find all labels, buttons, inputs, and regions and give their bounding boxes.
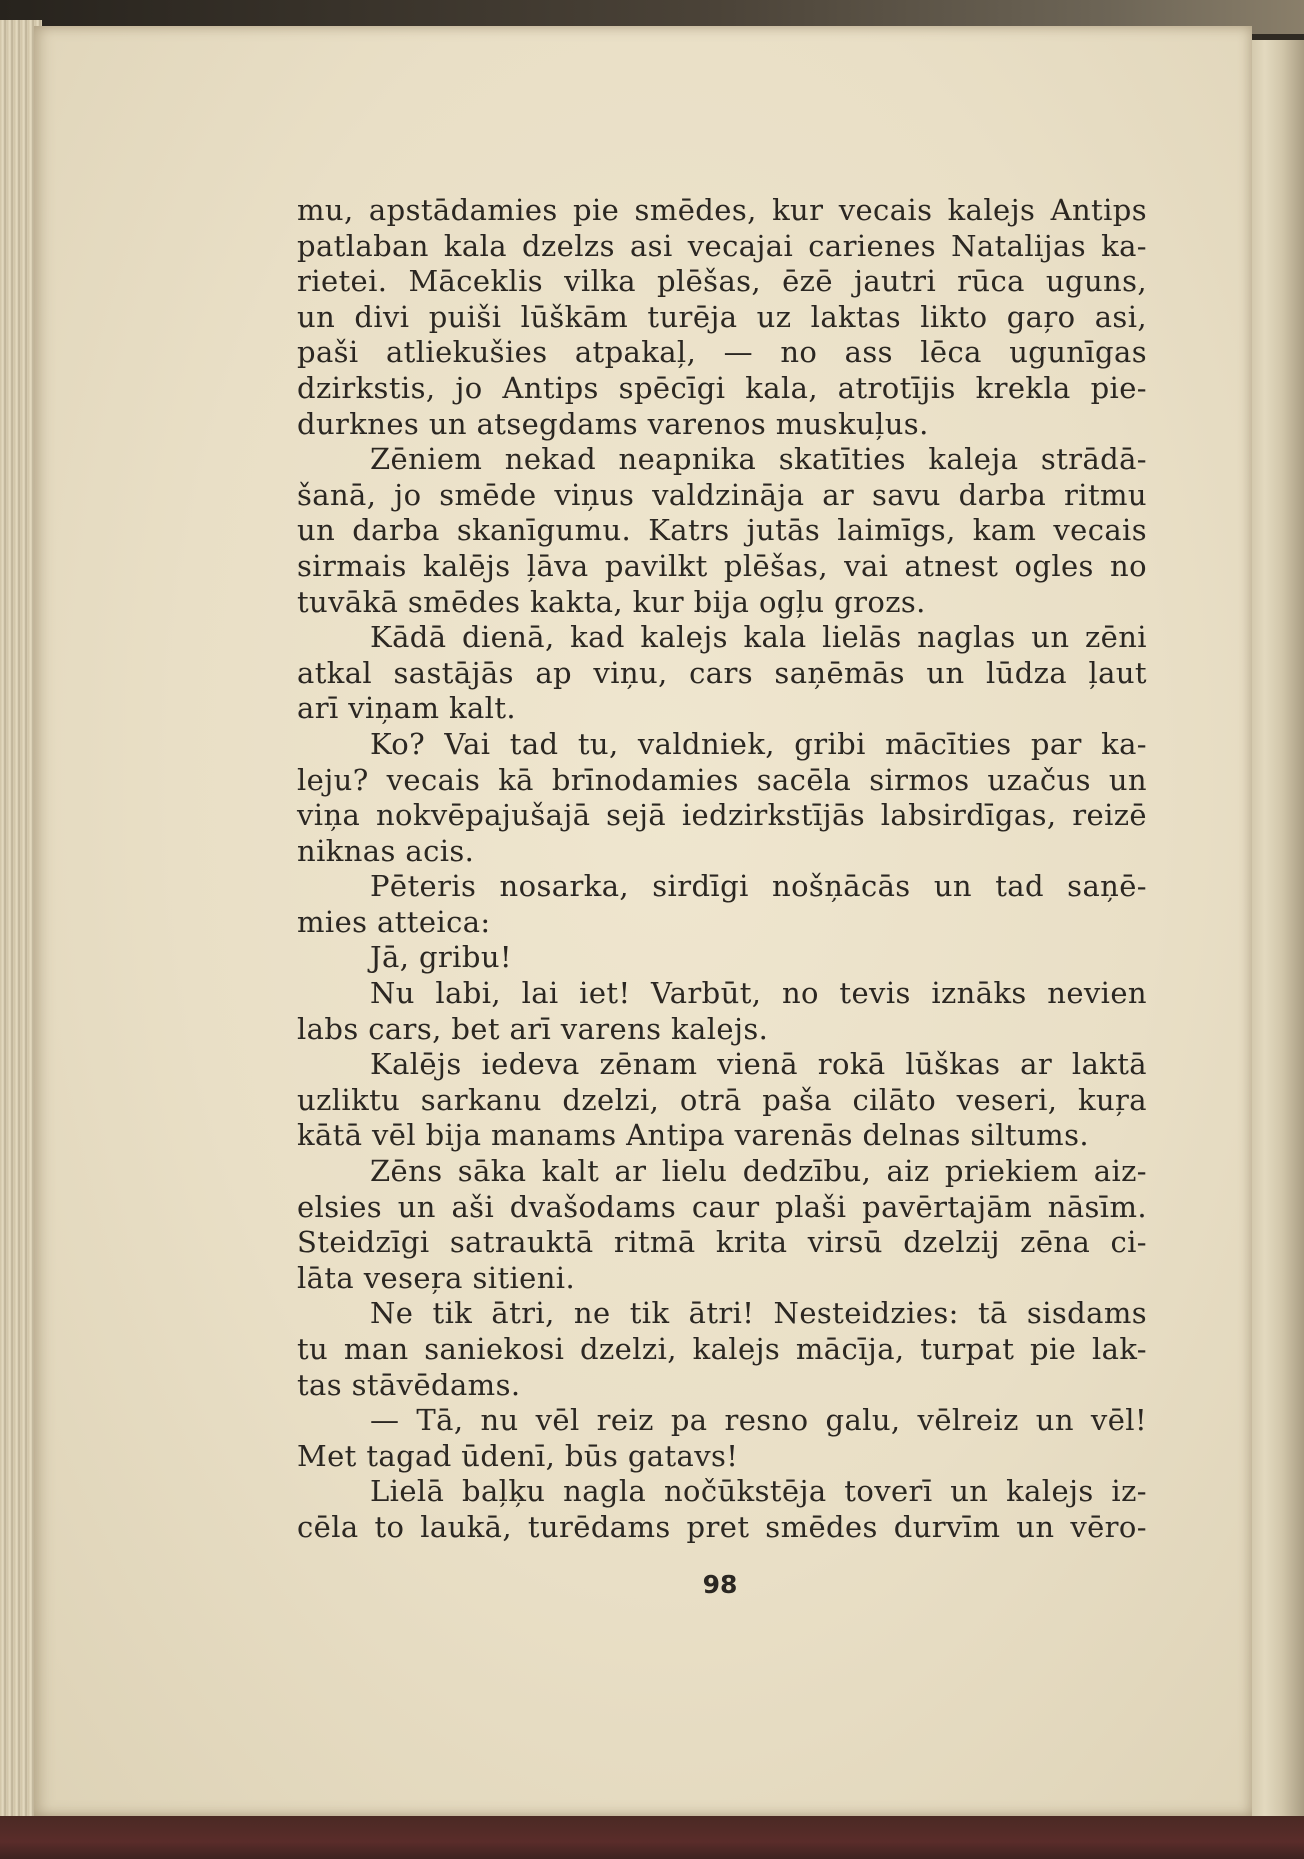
text-line: Zēns sāka kalt ar lielu dedzību, aiz priekiem aiz- <box>370 1154 1147 1189</box>
text-line: arī viņam kalt. <box>297 691 516 726</box>
text-line: dzirkstis, jo Antips spēcīgi kala, atrotījis krekla pie- <box>297 370 1147 405</box>
text-line: niknas acis. <box>297 833 475 868</box>
text-line: rietei. Māceklis vilka plēšas, ēzē jautri rūca uguns, <box>297 264 1147 299</box>
text-line: Pēteris nosarka, sirdīgi nošņācās un tad saņē- <box>370 869 1147 904</box>
text-line: uzliktu sarkanu dzelzi, otrā paša cilāto veseri, kuŗa <box>297 1082 1147 1117</box>
text-line: mies atteica: <box>297 904 491 939</box>
text-line: leju? vecais kā brīnodamies sacēla sirmos uzačus un <box>297 762 1147 797</box>
bottom-cover-band <box>0 1816 1304 1859</box>
text-line: Kalējs iedeva zēnam vienā rokā lūškas ar laktā <box>370 1047 1147 1082</box>
text-line: Met tagad ūdenī, būs gatavs! <box>297 1438 739 1473</box>
text-line: sirmais kalējs ļāva pavilkt plēšas, vai atnest ogles no <box>297 548 1147 583</box>
text-line: un darba skanīgumu. Katrs jutās laimīgs, kam vecais <box>297 513 1147 548</box>
text-line: cēla to laukā, turēdams pret smēdes durvīm un vēro- <box>297 1509 1147 1544</box>
text-line: Nu labi, lai iet! Varbūt, no tevis iznāks nevien <box>370 976 1147 1011</box>
text-line: kātā vēl bija manams Antipa varenās delnas siltums. <box>297 1118 1089 1153</box>
body-text <box>297 193 1147 1546</box>
text-line: šanā, jo smēde viņus valdzināja ar savu darba ritmu <box>297 477 1147 512</box>
text-line: labs cars, bet arī varens kalejs. <box>297 1011 769 1046</box>
text-line: patlaban kala dzelzs asi vecajai carienes Natalijas ka- <box>297 228 1147 263</box>
text-line: Steidzīgi satrauktā ritmā krita virsū dzelzij zēna ci- <box>297 1225 1147 1260</box>
text-line: tu man saniekosi dzelzi, kalejs mācīja, turpat pie lak- <box>297 1332 1147 1366</box>
text-line: lāta veseŗa sitieni. <box>297 1260 576 1295</box>
text-line: un divi puiši lūškām turēja uz laktas likto gaŗo asi, <box>297 299 1147 334</box>
text-line: viņa nokvēpajušajā sejā iedzirkstījās labsirdīgas, reizē <box>297 798 1147 833</box>
text-line: Lielā baļķu nagla nočūkstēja toverī un kalejs iz- <box>370 1474 1147 1509</box>
text-line: paši atliekušies atpakaļ, — no ass lēca ugunīgas <box>297 335 1147 370</box>
text-line: Ko? Vai tad tu, valdniek, gribi mācīties par ka- <box>370 726 1147 761</box>
text-line: durknes un atsegdams varenos muskuļus. <box>297 406 929 441</box>
text-line: atkal sastājās ap viņu, cars saņēmās un lūdza ļaut <box>297 655 1147 690</box>
text-line: elsies un aši dvašodams caur plaši pavērtajām nāsīm. <box>297 1189 1147 1224</box>
text-line: — Tā, nu vēl reiz pa resno galu, vēlreiz un vēl! <box>370 1403 1147 1438</box>
text-line: Jā, gribu! <box>370 940 512 975</box>
right-page-edges <box>1248 40 1304 1830</box>
page-number: 98 <box>702 1570 738 1599</box>
text-line: tas stāvēdams. <box>297 1367 521 1402</box>
text-line: tuvākā smēdes kakta, kur bija ogļu grozs. <box>297 584 926 619</box>
text-line: Zēniem nekad neapnika skatīties kaleja strādā- <box>370 442 1147 477</box>
text-line: Ne tik ātri, ne tik ātri! Nesteidzies: tā sisdams <box>370 1296 1147 1331</box>
text-line: Kādā dienā, kad kalejs kala lielās naglas un zēni <box>370 620 1147 655</box>
text-line: mu, apstādamies pie smēdes, kur vecais kalejs Antips <box>297 193 1147 227</box>
